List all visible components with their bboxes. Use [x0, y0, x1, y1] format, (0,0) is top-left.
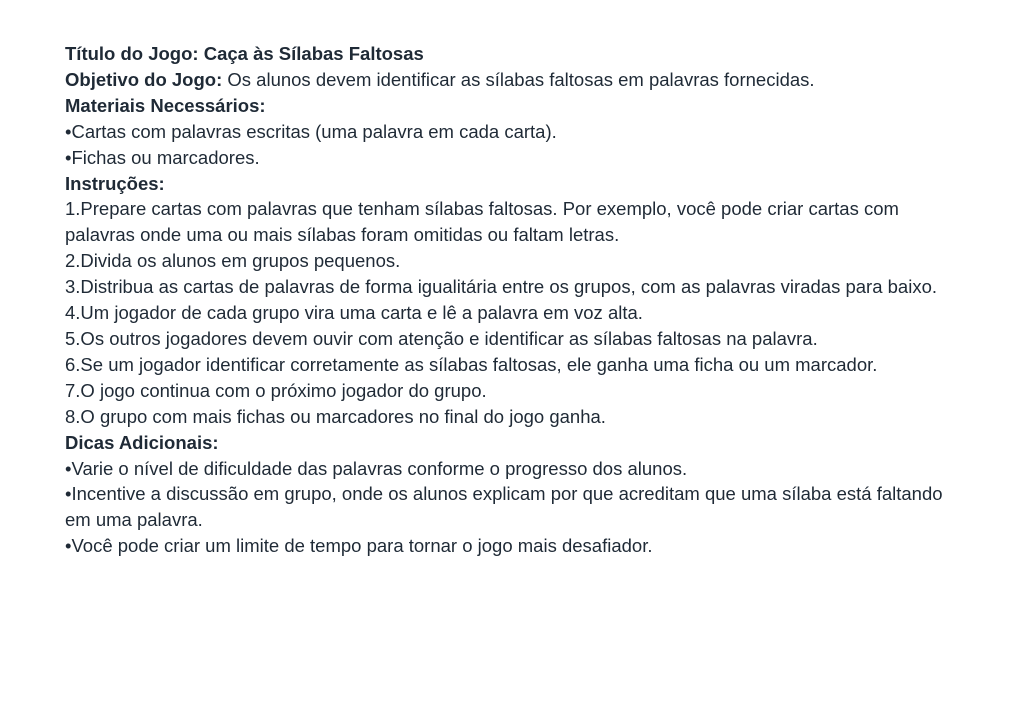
- materials-heading: Materiais Necessários:: [65, 94, 266, 116]
- tip-item: •Incentive a discussão em grupo, onde os alunos explicam por que acreditam que uma sílaba está faltando em uma palavra.: [65, 483, 943, 531]
- instruction-step-7: 7.O jogo continua com o próximo jogador do grupo.: [65, 379, 487, 401]
- tips-heading: Dicas Adicionais:: [65, 431, 219, 453]
- instruction-step-3: 3.Distribua as cartas de palavras de forma igualitária entre os grupos, com as palavras viradas para baixo.: [65, 276, 937, 298]
- instruction-step-1: 1.Prepare cartas com palavras que tenham sílabas faltosas. Por exemplo, você pode criar cartas com palavras onde uma ou mais sílabas foram omitidas ou faltam letras.: [65, 198, 899, 246]
- game-title: Título do Jogo: Caça às Sílabas Faltosas: [65, 43, 424, 64]
- list-item: •Fichas ou marcadores.: [65, 146, 260, 168]
- list-item: •Cartas com palavras escritas (uma palavra em cada carta).: [65, 120, 557, 142]
- objective-line: [65, 67, 965, 93]
- tip-item: •Varie o nível de dificuldade das palavras conforme o progresso dos alunos.: [65, 457, 688, 479]
- tip-item: •Você pode criar um limite de tempo para tornar o jogo mais desafiador.: [65, 535, 653, 557]
- objective-text: Os alunos devem identificar as sílabas faltosas em palavras fornecidas.: [222, 68, 815, 90]
- instruction-step-4: 4.Um jogador de cada grupo vira uma carta e lê a palavra em voz alta.: [65, 302, 643, 324]
- instruction-step-5: 5.Os outros jogadores devem ouvir com atenção e identificar as sílabas faltosas na palavra.: [65, 327, 818, 349]
- instruction-step-2: 2.Divida os alunos em grupos pequenos.: [65, 250, 401, 272]
- instruction-step-6: 6.Se um jogador identificar corretamente as sílabas faltosas, ele ganha uma ficha ou um marcador.: [65, 353, 878, 375]
- instructions-heading: Instruções:: [65, 172, 165, 194]
- document-body: [65, 41, 965, 559]
- instruction-step-8: 8.O grupo com mais fichas ou marcadores no final do jogo ganha.: [65, 405, 606, 427]
- objective-label: Objetivo do Jogo:: [65, 68, 223, 90]
